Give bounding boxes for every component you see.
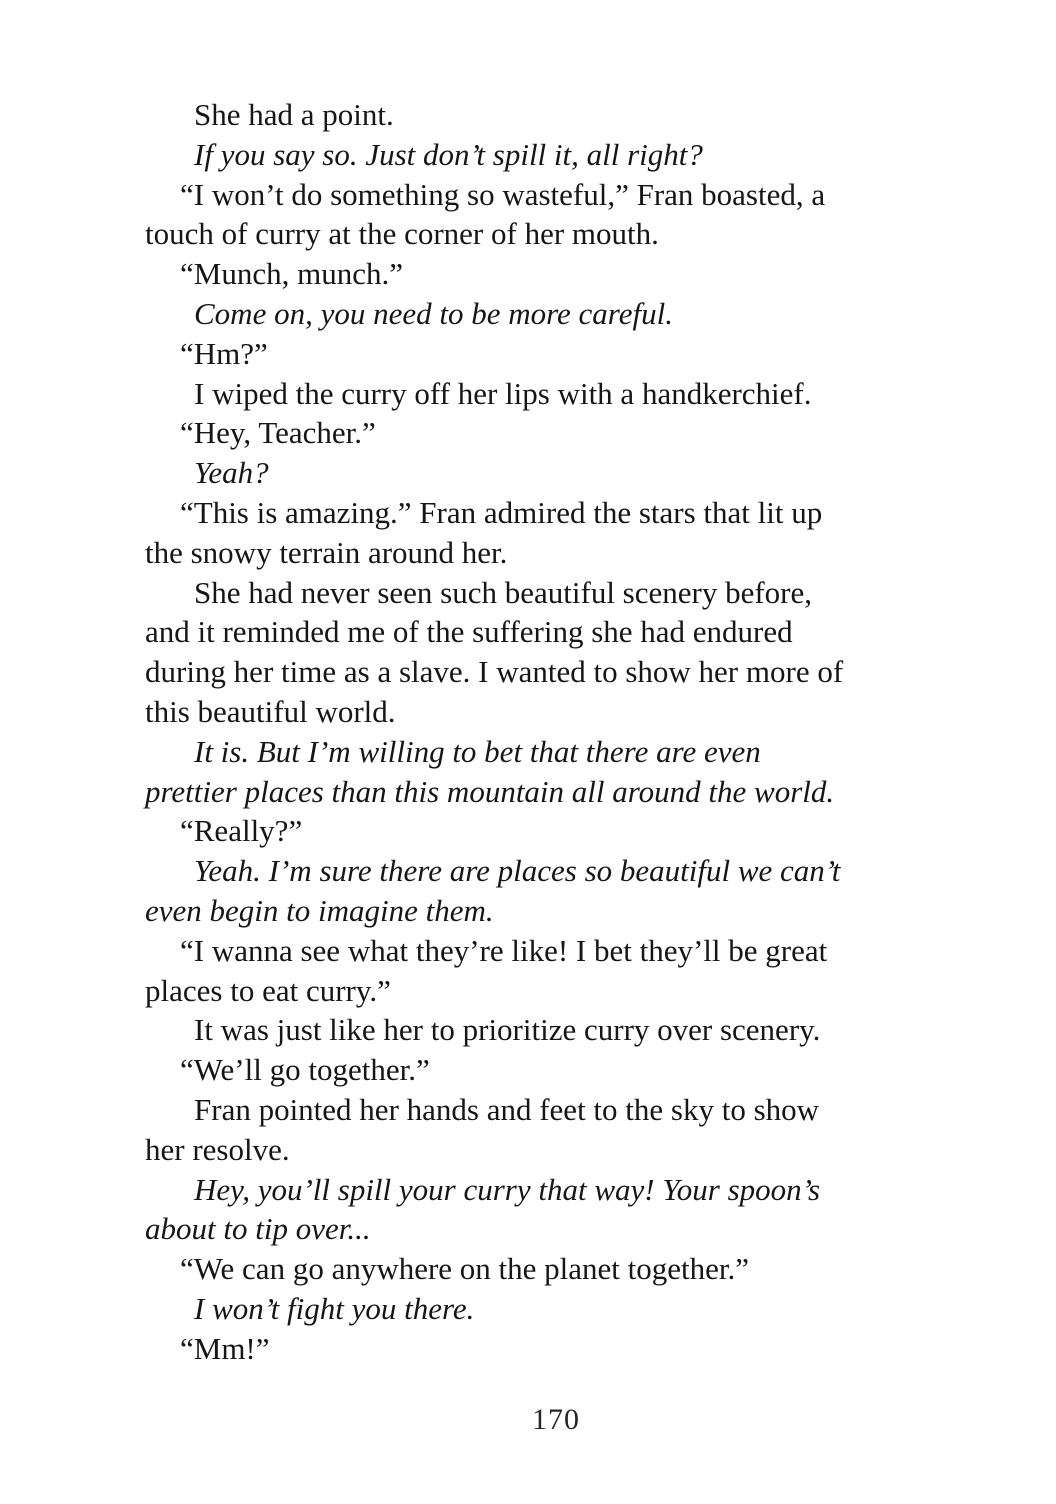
- text-line: I wiped the curry off her lips with a handkerchief.: [194, 375, 812, 411]
- text-line: “Munch, munch.”: [180, 256, 403, 292]
- text-line: She had never seen such beautiful scenery before,: [194, 574, 813, 610]
- text-line: She had a point.: [194, 97, 394, 132]
- text-line: “I wanna see what they’re like! I bet they’ll be great: [180, 932, 828, 968]
- text-line: and it reminded me of the suffering she had endured: [145, 614, 793, 650]
- page-text: [145, 95, 957, 1369]
- text-line: about to tip over...: [145, 1211, 371, 1247]
- text-line: Yeah. I’m sure there are places so beautiful we can’t: [194, 853, 841, 889]
- text-line: prettier places than this mountain all around the world.: [145, 773, 835, 809]
- text-line: her resolve.: [145, 1131, 290, 1167]
- text-line: Yeah?: [194, 455, 269, 491]
- text-line: “We can go anywhere on the planet together.”: [180, 1251, 750, 1287]
- text-line: touch of curry at the corner of her mouth.: [145, 216, 659, 252]
- text-line: this beautiful world.: [145, 693, 396, 729]
- text-line: Come on, you need to be more careful.: [194, 295, 673, 331]
- text-line: “Hm?”: [180, 335, 268, 371]
- text-line: during her time as a slave. I wanted to show her more of: [145, 654, 844, 690]
- text-line: Hey, you’ll spill your curry that way! Your spoon’s: [194, 1171, 821, 1207]
- text-line: “Really?”: [180, 813, 303, 849]
- text-line: “I won’t do something so wasteful,” Fran boasted, a: [180, 176, 826, 212]
- text-line: “We’ll go together.”: [180, 1052, 430, 1088]
- text-line: It is. But I’m willing to bet that there are even: [194, 733, 761, 769]
- text-line: It was just like her to prioritize curry over scenery.: [194, 1012, 821, 1048]
- text-line: Fran pointed her hands and feet to the sky to show: [194, 1091, 820, 1127]
- text-line: “Hey, Teacher.”: [180, 415, 376, 451]
- text-line: “Mm!”: [180, 1330, 270, 1366]
- text-line: I won’t fight you there.: [194, 1290, 475, 1326]
- text-line: the snowy terrain around her.: [145, 534, 508, 570]
- text-line: even begin to imagine them.: [145, 892, 494, 928]
- text-line: places to eat curry.”: [145, 972, 391, 1008]
- text-line: If you say so. Just don’t spill it, all right?: [194, 136, 703, 172]
- text-line: “This is amazing.” Fran admired the stars that lit up: [180, 494, 823, 530]
- page-number: 170: [532, 1403, 580, 1436]
